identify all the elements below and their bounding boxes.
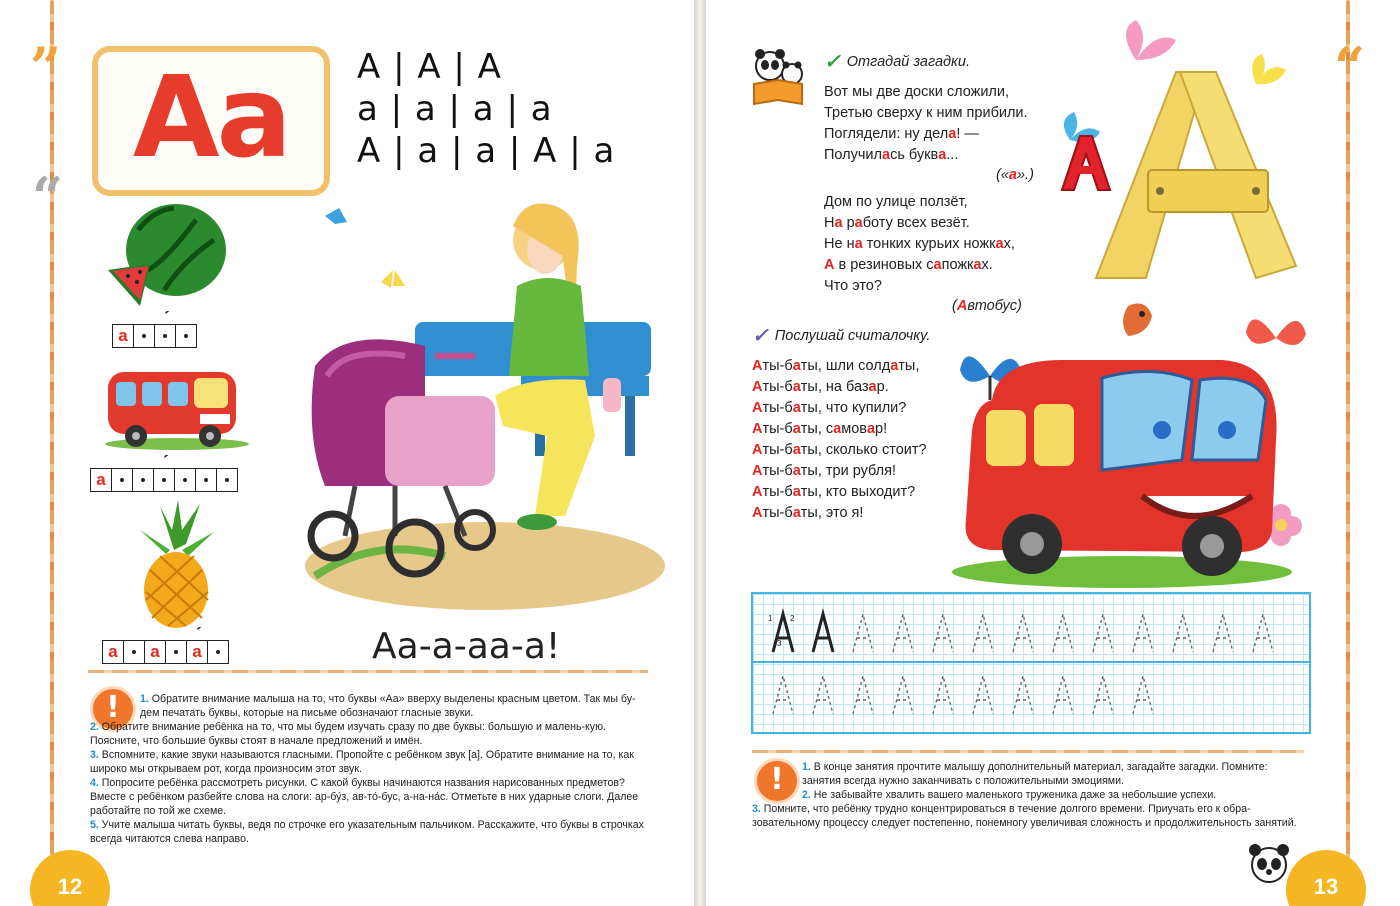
- letter-row: А | А | А: [357, 47, 502, 87]
- rhyme-heading: ✓ Послушай считалочку.: [752, 325, 931, 347]
- syllable-cell: [103, 641, 124, 663]
- note-paragraph: [90, 720, 654, 748]
- note-number: 3.: [90, 749, 102, 761]
- highlighted-vowel: А: [752, 463, 763, 479]
- verse-text: тонких курьих ножк: [862, 236, 996, 252]
- syllable-cell: [196, 469, 217, 491]
- verse-text: р: [842, 215, 855, 231]
- bus-icon: [102, 360, 252, 452]
- verse-line: [824, 145, 1028, 166]
- sound-dot: [142, 334, 146, 338]
- right-notes: [752, 760, 1302, 830]
- highlighted-vowel: а: [792, 505, 801, 521]
- letter-row: а | а | а | а: [357, 89, 553, 129]
- highlighted-vowel: а: [833, 421, 842, 437]
- verse-text: ты-б: [762, 400, 793, 416]
- verse-text: пожк: [941, 257, 974, 273]
- verse-text: Не н: [824, 236, 855, 252]
- quote-mark-icon: ”: [30, 35, 62, 99]
- verse-text: ты-б: [762, 379, 793, 395]
- syllable-scheme-bus: [90, 452, 238, 492]
- verse-text: сь букв: [890, 147, 939, 163]
- vowel-letter: а: [96, 470, 106, 489]
- verse-text: Что это?: [824, 278, 882, 294]
- note-text: В конце занятия прочтите малышу дополнительный материал, загадайте загадки. Помните: занятия всегда нужно заканчивать с положительными эмоциями.: [802, 761, 1268, 787]
- sound-dot: [132, 650, 136, 654]
- note-number: 4.: [90, 777, 102, 789]
- sound-dot: [163, 334, 167, 338]
- cartoon-bus-illustration: [952, 300, 1292, 590]
- verse-line: [752, 482, 927, 503]
- exclamation-alert-icon: !: [754, 758, 800, 804]
- checkmark-icon: ✓: [752, 325, 769, 347]
- highlighted-vowel: а: [890, 358, 899, 374]
- mother-with-stroller-illustration: [285, 196, 665, 616]
- syllable-cell: [166, 641, 187, 663]
- verse-text: ты,: [898, 358, 920, 374]
- verse-line: [824, 213, 1015, 234]
- verse-line: [752, 461, 927, 482]
- verse-text: (: [952, 298, 957, 314]
- verse-text: ты, сколько стоит?: [800, 442, 927, 458]
- note-number: 5.: [90, 819, 102, 831]
- stroke-order-number: 3: [777, 639, 782, 648]
- verse-line: [824, 124, 1028, 145]
- big-letter: Аа: [132, 53, 290, 183]
- syllable-cell: [112, 469, 133, 491]
- note-text: Вспомните, какие звуки называются гласными. Пропойте с ребёнком звук [а]. Обратите внимание на то, как широко мы открываем рот, когда произносим этот звук.: [90, 749, 634, 775]
- highlighted-vowel: а: [854, 215, 863, 231]
- note-paragraph: [90, 748, 654, 776]
- syllable-cell: [133, 469, 154, 491]
- page-number-right: 13: [1286, 850, 1366, 906]
- verse-line: [824, 255, 1015, 276]
- separator-line: [88, 670, 648, 673]
- quote-mark-icon: “: [32, 165, 64, 229]
- verse-line: [752, 398, 927, 419]
- verse-line: [824, 234, 1015, 255]
- verse-text: Поглядели: ну дел: [824, 126, 949, 142]
- exclamation-text: Аа-а-аа-а!: [372, 626, 561, 667]
- highlighted-vowel: а: [995, 236, 1004, 252]
- letter-row: А | а | а | А | а: [357, 131, 616, 171]
- note-text: Обратите внимание ребёнка на то, что мы будем изучать сразу по две буквы: большую и малень-кую. Поясните, что большие буквы стоят в начале предложений и имён.: [90, 721, 606, 747]
- note-number: 2.: [90, 721, 102, 733]
- stress-mark-icon: ´: [196, 624, 202, 643]
- red-letter-a-icon: [1058, 132, 1112, 192]
- verse-text: ты, на баз: [800, 379, 869, 395]
- vowel-letter: а: [192, 642, 202, 661]
- verse-text: х,: [1003, 236, 1015, 252]
- verse-text: ты, три рубля!: [800, 463, 897, 479]
- note-number: 2.: [802, 789, 814, 801]
- highlighted-vowel: а: [792, 463, 801, 479]
- verse-text: х.: [981, 257, 993, 273]
- highlighted-vowel: а: [792, 421, 801, 437]
- verse-text: в резиновых с: [834, 257, 934, 273]
- verse-text: Третью сверху к ним прибили.: [824, 105, 1028, 121]
- stroke-order-number: 1: [768, 614, 773, 623]
- highlighted-vowel: а: [973, 257, 982, 273]
- note-text: Не забывайте хвалить вашего маленького труженика даже за небольшие успехи.: [813, 789, 1217, 801]
- sound-dot: [141, 478, 145, 482]
- verse-line: [824, 82, 1028, 103]
- verse-text: ты-б: [762, 505, 793, 521]
- checkmark-icon: ✓: [824, 51, 841, 73]
- syllable-cell: [154, 452, 175, 491]
- panda-reading-icon: [748, 48, 808, 108]
- left-page: [0, 0, 694, 906]
- verse-text: ты-б: [762, 463, 793, 479]
- note-paragraph: [90, 818, 654, 846]
- note-text: Обратите внимание малыша на то, что буквы «Аа» вверху выделены красным цветом. Так мы бу-дем печатать буквы, которые на письме обозначают гласные звуки.: [140, 693, 636, 719]
- verse-text: р.: [876, 379, 889, 395]
- watermelon-icon: [104, 200, 228, 308]
- note-number: 1.: [140, 693, 152, 705]
- letter-writing-grid[interactable]: [751, 592, 1311, 734]
- highlighted-vowel: а: [938, 147, 947, 163]
- pineapple-icon: [130, 500, 220, 630]
- left-notes: [90, 692, 654, 846]
- highlighted-vowel: а: [868, 379, 877, 395]
- highlighted-vowel: а: [866, 421, 876, 437]
- verse-text: мов: [841, 421, 867, 437]
- sound-dot: [216, 650, 220, 654]
- vowel-letter: а: [118, 326, 128, 345]
- syllable-cell: [124, 641, 145, 663]
- sound-dot: [184, 334, 188, 338]
- vowel-letter: а: [108, 642, 118, 661]
- sound-dot: [204, 478, 208, 482]
- syllable-cell: [187, 624, 208, 663]
- note-paragraph: [752, 788, 1302, 802]
- highlighted-vowel: А: [752, 442, 763, 458]
- verse-text: Дом по улице ползёт,: [824, 194, 968, 210]
- verse-line: [824, 276, 1015, 297]
- riddle-1-answer: [996, 167, 1034, 183]
- right-page: [706, 0, 1400, 906]
- verse-line: [752, 440, 927, 461]
- syllable-scheme-watermelon: [112, 308, 197, 348]
- note-paragraph: [90, 776, 654, 818]
- highlighted-vowel: а: [792, 400, 801, 416]
- riddle-2: [824, 192, 1015, 297]
- verse-line: [752, 503, 927, 524]
- note-text: Попросите ребёнка рассмотреть рисунки. С какой буквы начинаются названия нарисованных предметов? Вместе с ребёнком разбейте слова на слоги: ар-бу́з, ав-то́-бус, а-на-на́с. Отметьте в них ударные слоги. Далее работайте по той же схеме.: [90, 777, 639, 817]
- syllable-cell: [217, 469, 237, 491]
- verse-text: втобус): [967, 298, 1022, 314]
- highlighted-vowel: а: [792, 442, 801, 458]
- highlighted-vowel: А: [752, 379, 763, 395]
- syllable-cell: [175, 469, 196, 491]
- verse-text: ты, шли солд: [800, 358, 891, 374]
- letter-a-sample: [813, 614, 833, 652]
- vowel-letter: а: [150, 642, 160, 661]
- verse-text: ты, это я!: [800, 505, 864, 521]
- sound-dot: [225, 478, 229, 482]
- crayon-border-right: [1346, 0, 1350, 906]
- verse-text: («: [996, 167, 1009, 183]
- verse-text: ».): [1016, 167, 1034, 183]
- syllable-cell: [134, 325, 155, 347]
- verse-text: ты, с: [800, 421, 834, 437]
- verse-text: Н: [824, 215, 835, 231]
- verse-line: [752, 419, 927, 440]
- book-gutter: [694, 0, 706, 906]
- highlighted-vowel: а: [792, 379, 801, 395]
- sound-dot: [120, 478, 124, 482]
- verse-text: боту всех везёт.: [862, 215, 970, 231]
- verse-text: Получил: [824, 147, 882, 163]
- verse-text: ты-б: [762, 484, 793, 500]
- highlighted-vowel: а: [792, 484, 801, 500]
- separator-line: [752, 750, 1304, 753]
- highlighted-vowel: А: [824, 257, 835, 273]
- big-letter-frame: [92, 46, 330, 196]
- sound-dot: [162, 478, 166, 482]
- note-text: Помните, что ребёнку трудно концентрироваться в течение долгого времени. Приучать его к обра-зовательному процессу следует постепенно, понемногу увеличивая сложность и продолжительность занятий.: [752, 803, 1297, 829]
- highlighted-vowel: А: [956, 298, 968, 314]
- verse-line: [824, 103, 1028, 124]
- verse-line: [752, 356, 927, 377]
- verse-line: [824, 192, 1015, 213]
- verse-text: ты-б: [762, 421, 793, 437]
- verse-text: ты-б: [762, 442, 793, 458]
- verse-text: ...: [946, 147, 959, 163]
- syllable-cell: [91, 469, 112, 491]
- note-text: Учите малыша читать буквы, ведя по строчке его указательным пальчиком. Расскажите, что буквы в строчках всегда читаются слева направо.: [90, 819, 644, 845]
- syllable-scheme-pineapple: [102, 624, 229, 664]
- syllable-cell: [208, 641, 228, 663]
- highlighted-vowel: а: [948, 126, 957, 142]
- highlighted-vowel: а: [882, 147, 891, 163]
- highlighted-vowel: А: [752, 484, 763, 500]
- highlighted-vowel: а: [933, 257, 942, 273]
- highlighted-vowel: А: [752, 358, 763, 374]
- stress-mark-icon: ´: [163, 452, 169, 471]
- stroke-order-number: 2: [790, 614, 795, 623]
- letter-trace-row: [753, 594, 1309, 732]
- sound-dot: [183, 478, 187, 482]
- verse-text: ты-б: [762, 358, 793, 374]
- syllable-cell: [145, 641, 166, 663]
- verse-text: ты, что купили?: [800, 400, 907, 416]
- note-number: 3.: [752, 803, 764, 815]
- highlighted-vowel: а: [1008, 167, 1017, 183]
- traceable-letters-row-1: [853, 614, 1273, 652]
- highlighted-vowel: А: [752, 400, 763, 416]
- highlighted-vowel: А: [752, 421, 763, 437]
- riddle-1: [824, 82, 1028, 166]
- sound-dot: [174, 650, 178, 654]
- highlighted-vowel: а: [834, 215, 843, 231]
- quote-mark-icon: “: [1334, 35, 1366, 99]
- note-paragraph: [90, 692, 654, 720]
- traceable-letters-row-2: [773, 676, 1153, 714]
- letter-rows: [357, 46, 615, 172]
- verse-line: [752, 377, 927, 398]
- page-number-left: 12: [30, 850, 110, 906]
- stress-mark-icon: ´: [164, 308, 170, 327]
- highlighted-vowel: А: [752, 505, 763, 521]
- verse-text: р!: [875, 421, 888, 437]
- note-paragraph: [752, 760, 1302, 788]
- note-number: 1.: [802, 761, 814, 773]
- crayon-border-left: [50, 0, 54, 906]
- verse-text: ! —: [956, 126, 979, 142]
- verse-text: ты, кто выходит?: [800, 484, 916, 500]
- highlighted-vowel: а: [854, 236, 863, 252]
- note-paragraph: [752, 802, 1302, 830]
- counting-rhyme: [752, 356, 927, 524]
- highlighted-vowel: а: [792, 358, 801, 374]
- syllable-cell: [155, 308, 176, 347]
- riddles-heading: ✓ Отгадай загадки.: [824, 51, 970, 73]
- syllable-cell: [113, 325, 134, 347]
- exclamation-alert-icon: !: [90, 686, 136, 732]
- verse-text: Вот мы две доски сложили,: [824, 84, 1010, 100]
- syllable-cell: [176, 325, 196, 347]
